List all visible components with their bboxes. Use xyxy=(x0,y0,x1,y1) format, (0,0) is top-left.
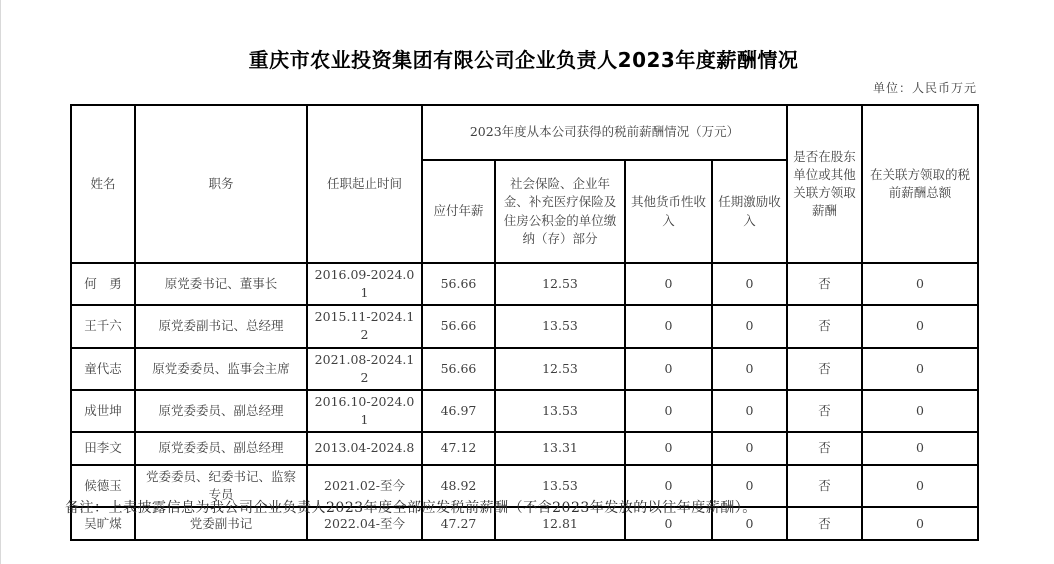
cell-social-insurance: 12.81 xyxy=(495,507,625,540)
cell-term: 2022.04-至今 xyxy=(307,507,422,540)
table-header xyxy=(71,105,978,263)
salary-table xyxy=(70,104,979,541)
cell-shareholder-salary: 否 xyxy=(787,348,862,390)
cell-payable-salary: 46.97 xyxy=(422,390,495,432)
cell-term: 2021.08-2024.12 xyxy=(307,348,422,390)
cell-position: 党委委员、纪委书记、监察专员 xyxy=(135,465,307,507)
cell-position: 原党委副书记、总经理 xyxy=(135,305,307,347)
cell-name: 何 勇 xyxy=(71,263,135,305)
unit-label: 单位：人民币万元 xyxy=(872,81,977,95)
col-header-related-total: 在关联方领取的税前薪酬总额 xyxy=(862,105,978,263)
cell-shareholder-salary: 否 xyxy=(787,507,862,540)
cell-tenure-incentive: 0 xyxy=(712,465,787,507)
cell-related-total: 0 xyxy=(862,390,978,432)
cell-tenure-incentive: 0 xyxy=(712,263,787,305)
cell-payable-salary: 47.12 xyxy=(422,432,495,465)
col-header-position: 职务 xyxy=(135,105,307,263)
cell-related-total: 0 xyxy=(862,465,978,507)
cell-tenure-incentive: 0 xyxy=(712,390,787,432)
cell-payable-salary: 56.66 xyxy=(422,348,495,390)
cell-term: 2015.11-2024.12 xyxy=(307,305,422,347)
cell-other-income: 0 xyxy=(625,263,712,305)
cell-position: 原党委委员、监事会主席 xyxy=(135,348,307,390)
cell-tenure-incentive: 0 xyxy=(712,432,787,465)
cell-shareholder-salary: 否 xyxy=(787,432,862,465)
footnote: 备注：上表披露信息为我公司企业负责人2023年度全部应发税前薪酬（不含2023年发放的以往年度薪酬）。 xyxy=(65,500,757,516)
cell-other-income: 0 xyxy=(625,432,712,465)
col-header-shareholder: 是否在股东单位或其他关联方领取薪酬 xyxy=(787,105,862,263)
cell-position: 党委副书记 xyxy=(135,507,307,540)
cell-shareholder-salary: 否 xyxy=(787,263,862,305)
cell-term: 2021.02-至今 xyxy=(307,465,422,507)
cell-related-total: 0 xyxy=(862,263,978,305)
cell-term: 2013.04-2024.8 xyxy=(307,432,422,465)
col-header-social-insurance: 社会保险、企业年金、补充医疗保险及住房公积金的单位缴纳（存）部分 xyxy=(495,160,625,263)
cell-tenure-incentive: 0 xyxy=(712,507,787,540)
cell-social-insurance: 13.53 xyxy=(495,305,625,347)
cell-tenure-incentive: 0 xyxy=(712,305,787,347)
cell-social-insurance: 12.53 xyxy=(495,263,625,305)
cell-related-total: 0 xyxy=(862,507,978,540)
table-row xyxy=(71,305,978,347)
cell-related-total: 0 xyxy=(862,432,978,465)
cell-name: 候德玉 xyxy=(71,465,135,507)
cell-payable-salary: 56.66 xyxy=(422,263,495,305)
cell-name: 吴旷煤 xyxy=(71,507,135,540)
cell-term: 2016.09-2024.01 xyxy=(307,263,422,305)
cell-related-total: 0 xyxy=(862,305,978,347)
table-row xyxy=(71,348,978,390)
cell-name: 成世坤 xyxy=(71,390,135,432)
cell-name: 王千六 xyxy=(71,305,135,347)
cell-shareholder-salary: 否 xyxy=(787,465,862,507)
page-title: 重庆市农业投资集团有限公司企业负责人2023年度薪酬情况 xyxy=(248,48,799,72)
cell-social-insurance: 12.53 xyxy=(495,348,625,390)
cell-name: 田李文 xyxy=(71,432,135,465)
cell-payable-salary: 47.27 xyxy=(422,507,495,540)
cell-other-income: 0 xyxy=(625,465,712,507)
col-header-term: 任职起止时间 xyxy=(307,105,422,263)
cell-other-income: 0 xyxy=(625,390,712,432)
col-header-name: 姓名 xyxy=(71,105,135,263)
cell-social-insurance: 13.31 xyxy=(495,432,625,465)
cell-other-income: 0 xyxy=(625,305,712,347)
table-row xyxy=(71,432,978,465)
cell-social-insurance: 13.53 xyxy=(495,390,625,432)
cell-term: 2016.10-2024.01 xyxy=(307,390,422,432)
cell-name: 童代志 xyxy=(71,348,135,390)
cell-shareholder-salary: 否 xyxy=(787,305,862,347)
cell-other-income: 0 xyxy=(625,507,712,540)
cell-position: 原党委委员、副总经理 xyxy=(135,432,307,465)
col-header-salary-group: 2023年度从本公司获得的税前薪酬情况（万元） xyxy=(422,105,787,160)
cell-social-insurance: 13.53 xyxy=(495,465,625,507)
cell-tenure-incentive: 0 xyxy=(712,348,787,390)
cell-shareholder-salary: 否 xyxy=(787,390,862,432)
cell-position: 原党委委员、副总经理 xyxy=(135,390,307,432)
cell-position: 原党委书记、董事长 xyxy=(135,263,307,305)
col-header-tenure-incentive: 任期激励收入 xyxy=(712,160,787,263)
cell-payable-salary: 56.66 xyxy=(422,305,495,347)
cell-related-total: 0 xyxy=(862,348,978,390)
col-header-other-income: 其他货币性收入 xyxy=(625,160,712,263)
col-header-payable-salary: 应付年薪 xyxy=(422,160,495,263)
table-row xyxy=(71,390,978,432)
cell-payable-salary: 48.92 xyxy=(422,465,495,507)
table-row xyxy=(71,263,978,305)
cell-other-income: 0 xyxy=(625,348,712,390)
